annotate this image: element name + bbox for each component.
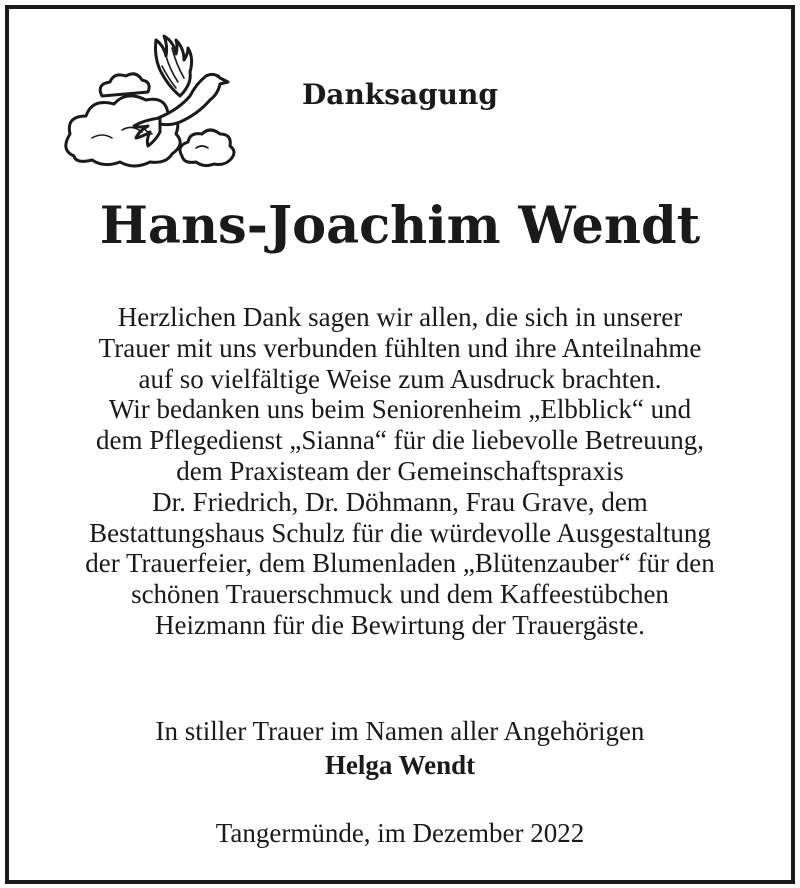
thanks-message [0, 302, 800, 641]
message-line: Wir bedanken uns beim Seniorenheim „Elbblick“ und [108, 394, 692, 425]
message-line: dem Pflegedienst „Sianna“ für die liebevolle Betreuung, [95, 425, 705, 456]
message-line: der Trauerfeier, dem Blumenladen „Blütenzauber“ für den [85, 548, 715, 579]
message-line: dem Praxisteam der Gemeinschaftspraxis [176, 455, 624, 486]
message-line: auf so vielfältige Weise zum Ausdruck brachten. [138, 363, 662, 394]
signer-name: Helga Wendt [324, 750, 476, 780]
message-line: schönen Trauerschmuck und dem Kaffeestübchen [131, 579, 669, 610]
closing-intro: In stiller Trauer im Namen aller Angehörigen [155, 716, 645, 746]
notice-heading: Danksagung [302, 78, 498, 111]
message-line: Dr. Friedrich, Dr. Döhmann, Frau Grave, dem [152, 486, 648, 517]
message-line: Herzlichen Dank sagen wir allen, die sich in unserer [117, 302, 683, 332]
message-line: Bestattungshaus Schulz für die würdevolle Ausgestaltung [89, 517, 711, 548]
place-date: Tangermünde, im Dezember 2022 [215, 818, 585, 848]
message-line: Trauer mit uns verbunden fühlten und ihre Anteilnahme [98, 332, 702, 363]
closing-block [0, 714, 800, 782]
deceased-name: Hans-Joachim Wendt [99, 196, 701, 256]
message-line: Heizmann für die Bewirtung der Trauergäste. [155, 609, 645, 640]
